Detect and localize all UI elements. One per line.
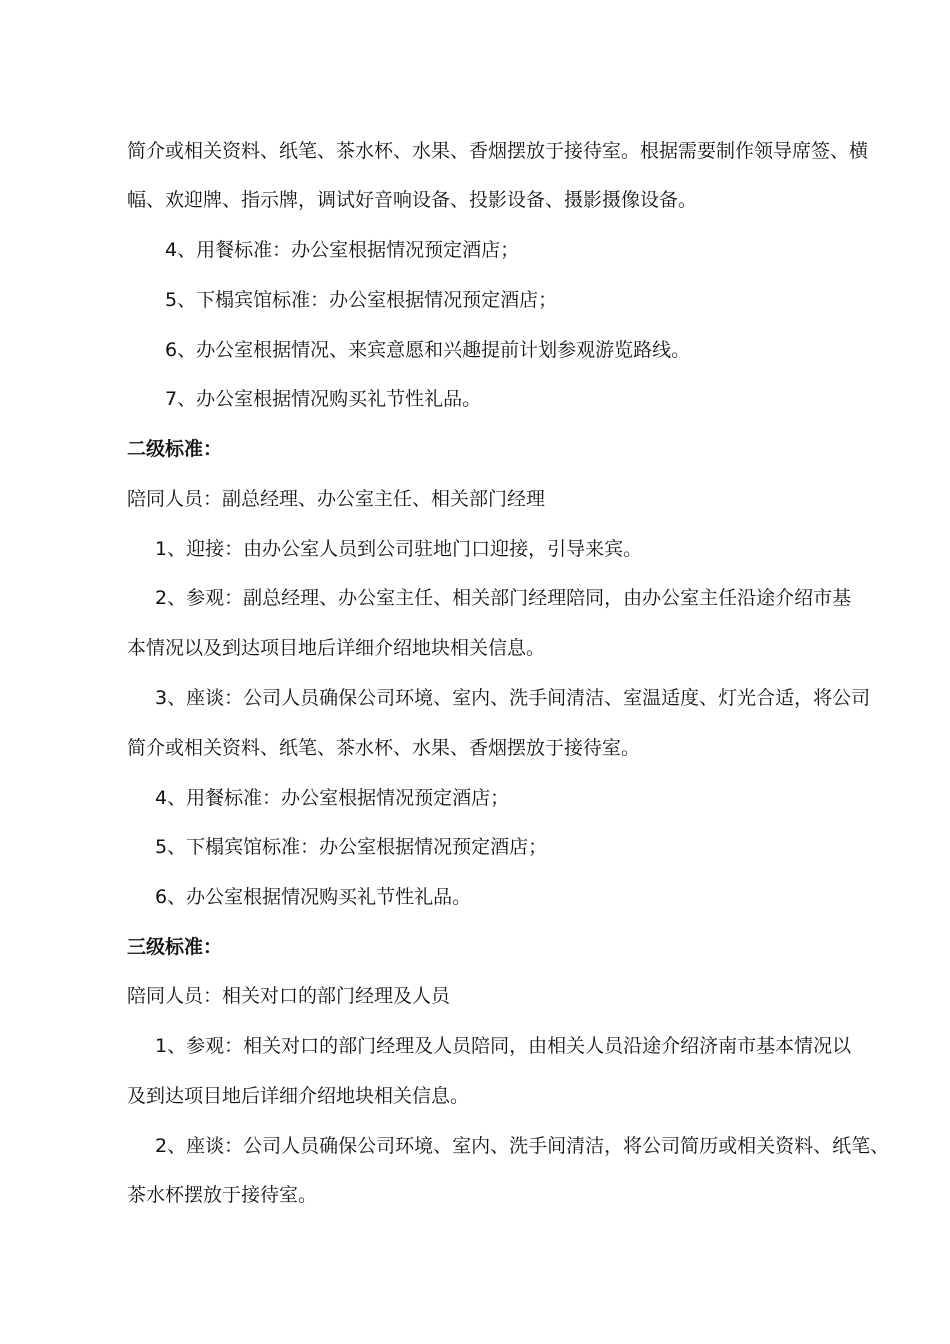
paragraph-line: 及到达项目地后详细介绍地块相关信息。: [127, 1085, 470, 1107]
paragraph-line: 本情况以及到达项目地后详细介绍地块相关信息。: [127, 637, 546, 659]
paragraph-line: 简介或相关资料、纸笔、茶水杯、水果、香烟摆放于接待室。根据需要制作领导席签、横: [127, 140, 869, 162]
section-heading-level-2: 二级标准：: [127, 438, 223, 460]
paragraph-line: 简介或相关资料、纸笔、茶水杯、水果、香烟摆放于接待室。: [127, 737, 641, 759]
list-item: 3、座谈：公司人员确保公司环境、室内、洗手间清洁、室温适度、灯光合适，将公司: [155, 687, 871, 709]
list-item: 6、办公室根据情况、来宾意愿和兴趣提前计划参观游览路线。: [165, 339, 691, 361]
list-item: 4、用餐标准：办公室根据情况预定酒店；: [155, 787, 510, 809]
list-item: 5、下榻宾馆标准：办公室根据情况预定酒店；: [165, 289, 558, 311]
paragraph-line: 幅、欢迎牌、指示牌，调试好音响设备、投影设备、摄影摄像设备。: [127, 189, 698, 211]
paragraph-line: 茶水杯摆放于接待室。: [127, 1184, 318, 1206]
list-item: 4、用餐标准：办公室根据情况预定酒店；: [165, 239, 520, 261]
accompany-staff-line: 陪同人员：相关对口的部门经理及人员: [127, 985, 451, 1007]
section-heading-level-3: 三级标准：: [127, 936, 223, 958]
list-item: 5、下榻宾馆标准：办公室根据情况预定酒店；: [155, 836, 548, 858]
list-item: 7、办公室根据情况购买礼节性礼品。: [165, 388, 482, 410]
list-item: 2、参观：副总经理、办公室主任、相关部门经理陪同，由办公室主任沿途介绍市基: [155, 587, 852, 609]
list-item: 2、座谈：公司人员确保公司环境、室内、洗手间清洁，将公司简历或相关资料、纸笔、: [155, 1135, 890, 1157]
accompany-staff-line: 陪同人员：副总经理、办公室主任、相关部门经理: [127, 488, 546, 510]
list-item: 1、参观：相关对口的部门经理及人员陪同，由相关人员沿途介绍济南市基本情况以: [155, 1035, 852, 1057]
list-item: 1、迎接：由办公室人员到公司驻地门口迎接，引导来宾。: [155, 538, 643, 560]
list-item: 6、办公室根据情况购买礼节性礼品。: [155, 886, 472, 908]
